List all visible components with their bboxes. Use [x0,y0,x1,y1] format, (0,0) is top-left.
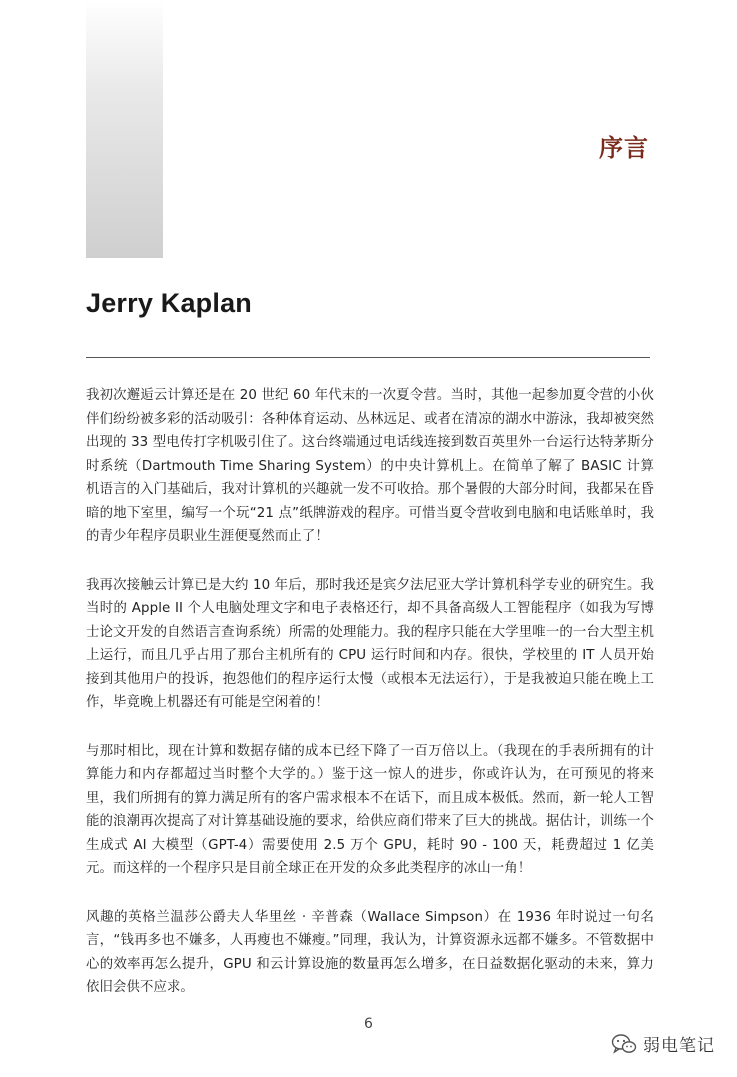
page-number: 6 [364,1016,373,1032]
watermark-text: 弱电笔记 [643,1036,715,1056]
paragraph-1: 我初次邂逅云计算还是在 20 世纪 60 年代末的一次夏令营。当时，其他一起参加夏令营的小伙伴们纷纷被多彩的活动吸引：各种体育运动、丛林远足、或者在清凉的湖水中游泳，我却被突然出现的 33 型电传打字机吸引住了。这台终端通过电话线连接到数百英里外一台运行达特茅斯分时系统（Dartmouth Time Sharing System）的中央计算机上。在简单了解了 BASIC 计算机语言的入门基础后，我对计算机的兴趣就一发不可收拾。那个暑假的大部分时间，我都呆在昏暗的地下室里，编写一个玩“21 点”纸牌游戏的程序。可惜当夏令营收到电脑和电话账单时，我的青少年程序员职业生涯便戛然而止了！ [86,388,654,544]
decorative-gray-band [86,0,163,258]
author-name: Jerry Kaplan [86,288,252,318]
paragraph-4: 风趣的英格兰温莎公爵夫人华里丝 · 辛普森（Wallace Simpson）在 1936 年时说过一句名言，“钱再多也不嫌多，人再瘦也不嫌瘦。”同理，我认为，计算资源永远都不嫌多。不管数据中心的效率再怎么提升，GPU 和云计算设施的数量再怎么增多，在日益数据化驱动的未来，算力依旧会供不应求。 [86,909,654,995]
wechat-icon [611,1033,637,1055]
body-text [86,384,654,1025]
paragraph-3: 与那时相比，现在计算和数据存储的成本已经下降了一百万倍以上。（我现在的手表所拥有的计算能力和内存都超过当时整个大学的。）鉴于这一惊人的进步，你或许认为，在可预见的将来里，我们所拥有的算力满足所有的客户需求根本不在话下，而且成本极低。然而，新一轮人工智能的浪潮再次提高了对计算基础设施的要求，给供应商们带来了巨大的挑战。据估计，训练一个生成式 AI 大模型（GPT-4）需要使用 2.5 万个 GPU，耗时 90 - 100 天，耗费超过 1 亿美元。而这样的一个程序只是目前全球正在开发的众多此类程序的冰山一角！ [86,743,654,876]
paragraph-2: 我再次接触云计算已是大约 10 年后，那时我还是宾夕法尼亚大学计算机科学专业的研究生。我当时的 Apple II 个人电脑处理文字和电子表格还行，却不具备高级人工智能程序（如我为写博士论文开发的自然语言查询系统）所需的处理能力。我的程序只能在大学里唯一的一台大型主机上运行，而且几乎占用了那台主机所有的 CPU 运行时间和内存。很快，学校里的 IT 人员开始接到其他用户的投诉，抱怨他们的程序运行太慢（或根本无法运行），于是我被迫只能在晚上工作，毕竟晚上机器还有可能是空闲着的！ [86,577,654,710]
divider [86,357,650,358]
chapter-title: 序言 [599,134,649,162]
watermark [611,1031,715,1056]
